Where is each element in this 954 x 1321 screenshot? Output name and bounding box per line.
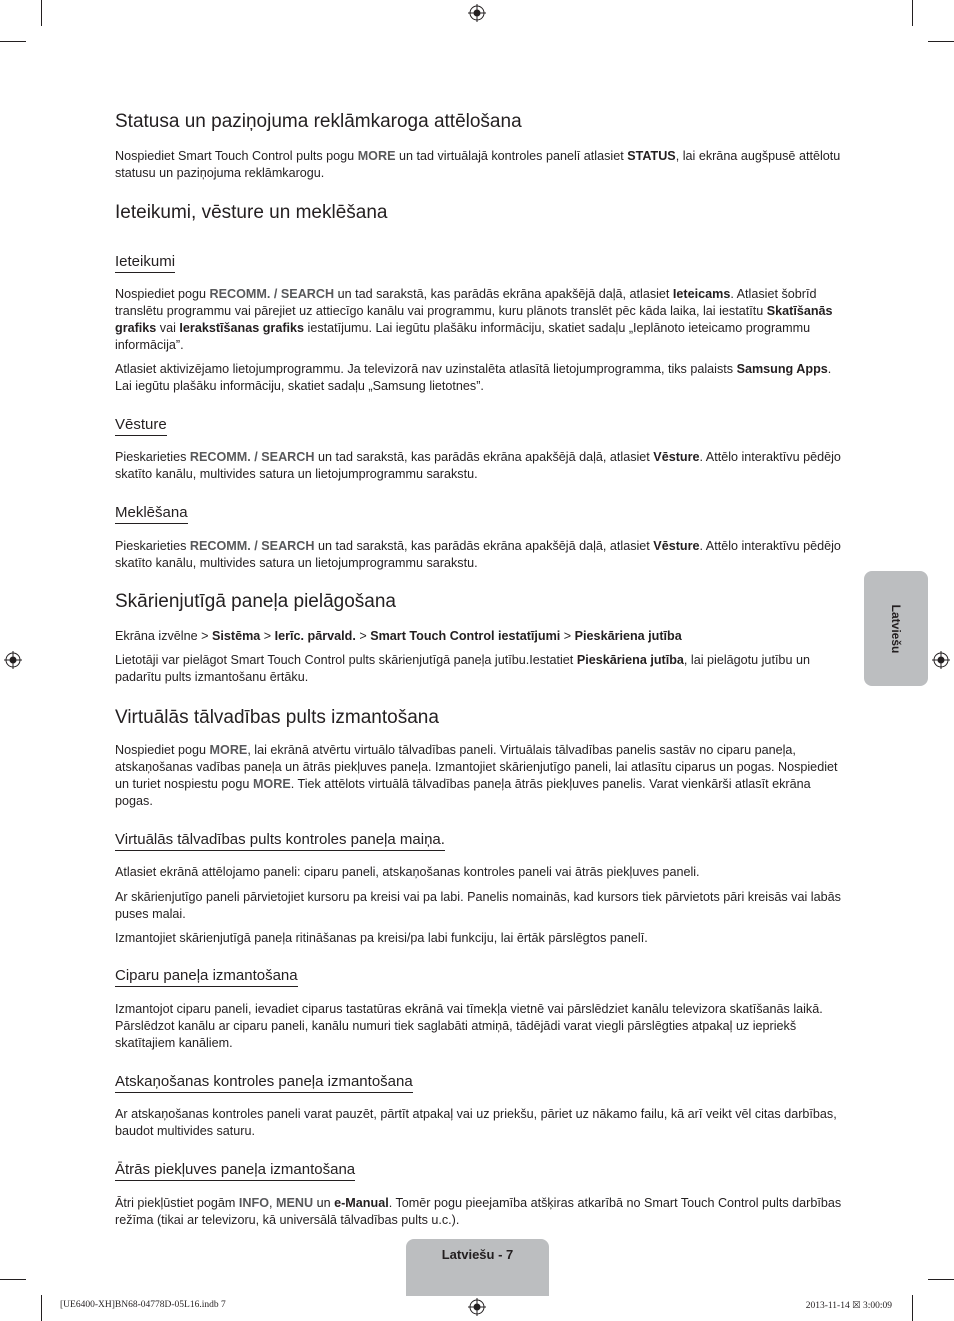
paragraph	[115, 361, 843, 395]
emphasized-term: Samsung Apps	[736, 362, 828, 376]
language-side-tab	[864, 571, 928, 686]
text-run: Ar atskaņošanas kontroles paneli varat pauzēt, pārtīt atpakaļ vai uz priekšu, pāriet uz nākamo failu, kā arī veikt vēl citas darbības, baudot multivides saturu.	[115, 1107, 837, 1138]
text-run: . Tomēr pogu pieejamība atšķiras atkarībā no Smart Touch Control pults darbības režīma (tikai ar televizoru, kā universālā tālvadības pults u.c.).	[115, 1196, 842, 1227]
footer-file-info: [UE6400-XH]BN68-04778D-05L16.indb 7	[60, 1300, 226, 1310]
text-run: iestatījumu. Lai iegūtu plašāku informāciju, skatiet sadaļu „Ieplānoto ieteicamo programmu informācija”.	[115, 321, 811, 352]
crop-mark	[41, 1295, 42, 1321]
emphasized-term: MORE	[357, 149, 396, 163]
text-run: , lai ekrāna augšpusē attēlotu statusu un paziņojuma reklāmkarogu.	[115, 149, 841, 180]
text-run: >	[560, 629, 575, 643]
emphasized-term: Skatīšanās grafiks	[115, 304, 833, 335]
paragraph	[115, 538, 843, 572]
registration-mark-icon	[932, 651, 950, 669]
paragraph	[115, 449, 843, 483]
text-run: Atlasiet ekrānā attēlojamo paneli: ciparu paneli, atskaņošanas kontroles paneli vai ātrās piekļuves paneli.	[115, 865, 700, 879]
subheading-meklesana: Meklēšana	[115, 504, 188, 524]
paragraph	[115, 1001, 843, 1052]
text-run: un tad sarakstā, kas parādās ekrāna apakšējā daļā, atlasiet	[314, 539, 654, 553]
text-run: . Tiek attēlots virtuālā tālvadības paneļa ātrās piekļuves panelis. Varat vienkārši atlasīt ekrāna pogas.	[115, 777, 811, 808]
emphasized-term: Pieskāriena jutība	[574, 629, 682, 643]
paragraph	[115, 742, 843, 810]
text-run: ,	[269, 1196, 276, 1210]
crop-mark	[0, 1279, 26, 1280]
crop-mark	[928, 1279, 954, 1280]
paragraph	[115, 864, 843, 881]
emphasized-term: RECOMM. / SEARCH	[189, 450, 315, 464]
text-run: vai	[156, 321, 180, 335]
registration-mark-icon	[468, 4, 486, 22]
text-run: Izmantojiet skārienjutīgā paneļa ritināšanas pa kreisi/pa labi funkciju, lai ērtāk pārslēgtos panelī.	[115, 931, 648, 945]
text-run: Ar skārienjutīgo paneli pārvietojiet kursoru pa kreisi vai pa labi. Panelis nomainās, kad kursors tiek pārvietots pāri kreisās vai labās puses malai.	[115, 890, 841, 921]
emphasized-term: e-Manual	[334, 1196, 389, 1210]
emphasized-term: Ierīc. pārvald.	[274, 629, 356, 643]
paragraph	[115, 1106, 843, 1140]
footer-timestamp: 2013-11-14 ☒ 3:00:09	[805, 1301, 892, 1311]
emphasized-term: Ieteicams	[672, 287, 731, 301]
section-heading-virtual-remote: Virtuālās tālvadības pults izmantošana	[115, 707, 439, 728]
text-run: Pieskarieties	[115, 450, 190, 464]
text-run: >	[260, 629, 275, 643]
section-heading-touchpad: Skārienjutīgā paneļa pielāgošana	[115, 591, 396, 612]
subheading-quick-access-panel: Ātrās piekļuves paneļa izmantošana	[115, 1161, 355, 1181]
paragraph	[115, 148, 843, 182]
emphasized-term: STATUS	[627, 149, 676, 163]
paragraph	[115, 652, 843, 686]
text-run: un tad virtuālajā kontroles panelī atlasiet	[395, 149, 628, 163]
text-run: . Attēlo interaktīvu pēdējo skatīto kanālu, multivides satura un lietojumprogrammu sarakstu.	[115, 450, 841, 481]
paragraph	[115, 889, 843, 923]
subheading-vesture: Vēsture	[115, 416, 167, 436]
text-run: Izmantojot ciparu paneli, ievadiet ciparus tastatūras ekrānā vai tīmekļa vietnē vai pārslēdziet kanālu televizora skatīšanās laikā. Pārslēdzot kanālu ar ciparu paneli, kanālu numuri tiek saglabāti atmiņā, tādējādi varat viegli pārslēgties atpakaļ uz iepriekš skatītajiem kanāliem.	[115, 1002, 823, 1050]
crop-mark	[912, 1295, 913, 1321]
emphasized-term: Smart Touch Control iestatījumi	[370, 629, 561, 643]
registration-mark-icon	[468, 1298, 486, 1316]
text-run: . Atlasiet šobrīd translētu programmu vai pārejiet uz attiecīgo kanālu vai programmu, kuru plānots translēt pēc kāda laika, lai iestatītu	[115, 287, 817, 318]
text-run: . Lai iegūtu plašāku informāciju, skatiet sadaļu „Samsung lietotnes”.	[115, 362, 832, 393]
registration-mark-icon	[4, 651, 22, 669]
subheading-playback-panel: Atskaņošanas kontroles paneļa izmantošana	[115, 1073, 413, 1093]
subheading-panel-change: Virtuālās tālvadības pults kontroles paneļa maiņa.	[115, 831, 445, 851]
emphasized-term: MORE	[209, 743, 248, 757]
emphasized-term: MENU	[276, 1196, 314, 1210]
text-run: Nospiediet pogu	[115, 743, 210, 757]
page-number: Latviešu - 7	[441, 1247, 514, 1262]
text-run: . Attēlo interaktīvu pēdējo skatīto kanālu, multivides satura un lietojumprogrammu sarakstu.	[115, 539, 841, 570]
text-run: un tad sarakstā, kas parādās ekrāna apakšējā daļā, atlasiet	[334, 287, 673, 301]
text-run: Nospiediet pogu	[115, 287, 210, 301]
text-run: Atlasiet aktivizējamo lietojumprogrammu. Ja televizorā nav uzinstalēta atlasītā lietojumprogramma, tiks palaists	[115, 362, 737, 376]
text-run: Lietotāji var pielāgot Smart Touch Control pults skārienjutīgā paneļa jutību.Iestatiet	[115, 653, 577, 667]
emphasized-term: Sistēma	[211, 629, 261, 643]
paragraph	[115, 1195, 843, 1229]
emphasized-term: Vēsture	[653, 539, 700, 553]
text-run: un tad sarakstā, kas parādās ekrāna apakšējā daļā, atlasiet	[314, 450, 654, 464]
subheading-ieteikumi: Ieteikumi	[115, 253, 175, 273]
emphasized-term: RECOMM. / SEARCH	[209, 287, 335, 301]
text-run: Ekrāna izvēlne >	[115, 629, 212, 643]
paragraph	[115, 286, 843, 354]
emphasized-term: Vēsture	[653, 450, 700, 464]
text-run: , lai pielāgotu jutību un padarītu pults izmantošanu ērtāku.	[115, 653, 810, 684]
subheading-number-panel: Ciparu paneļa izmantošana	[115, 967, 298, 987]
text-run: Ātri piekļūstiet pogām	[115, 1196, 239, 1210]
crop-mark	[0, 41, 26, 42]
section-heading-status: Statusa un paziņojuma reklāmkaroga attēlošana	[115, 111, 522, 132]
text-run: un	[313, 1196, 335, 1210]
page-number-tab	[406, 1239, 549, 1296]
crop-mark	[912, 0, 913, 26]
emphasized-term: Ierakstīšanas grafiks	[179, 321, 305, 335]
section-heading-recommendations: Ieteikumi, vēsture un meklēšana	[115, 202, 388, 223]
emphasized-term: RECOMM. / SEARCH	[189, 539, 315, 553]
menu-path	[115, 628, 843, 645]
emphasized-term: INFO	[238, 1196, 269, 1210]
emphasized-term: MORE	[252, 777, 291, 791]
crop-mark	[41, 0, 42, 26]
side-tab-label: Latviešu	[889, 604, 903, 653]
text-run: >	[355, 629, 371, 643]
text-run: Pieskarieties	[115, 539, 190, 553]
text-run: , lai ekrānā atvērtu virtuālo tālvadības paneli. Virtuālais tālvadības panelis sastāv no ciparu paneļa, atskaņošanas vadības paneļa un ātrās piekļuves paneļa. Izmantojiet skārienjutīgo paneli, lai atlasītu ciparus un pogas. Nospiediet un turiet nospiestu pogu	[115, 743, 838, 791]
crop-mark	[928, 41, 954, 42]
emphasized-term: Pieskāriena jutība	[576, 653, 684, 667]
text-run: Nospiediet Smart Touch Control pults pogu	[115, 149, 358, 163]
paragraph	[115, 930, 843, 947]
